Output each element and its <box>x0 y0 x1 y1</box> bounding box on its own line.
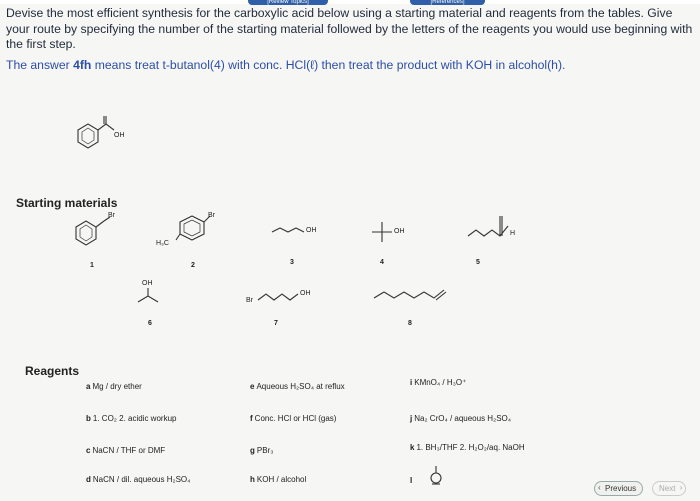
reagent-e: e Aqueous H₂SO₄ at reflux <box>250 382 345 391</box>
reagent-a: a Mg / dry ether <box>86 382 142 391</box>
atom-oh-6: OH <box>142 280 153 287</box>
reagent-c: c NaCN / THF or DMF <box>86 446 166 455</box>
reagent-d: d NaCN / dil. aqueous H₂SO₄ <box>86 475 191 484</box>
starting-material-4 <box>372 222 392 242</box>
target-oh-label: OH <box>114 132 125 139</box>
reagent-k: k 1. BH₃/THF 2. H₂O₂/aq. NaOH <box>410 443 525 452</box>
sm-number-2: 2 <box>191 262 195 269</box>
atom-oh-4: OH <box>394 228 405 235</box>
question-text: Devise the most efficient synthesis for the carboxylic acid below using a starting material and reagents from the tables. Give your route by specifying the number of the starting material followed by the letters of the reagents you would use beginning with the first step. <box>6 6 693 51</box>
review-topics-tab[interactable]: [Review Topics] <box>248 0 328 5</box>
starting-material-6 <box>138 288 158 302</box>
reagent-j: j Na₂ CrO₄ / aqueous H₂SO₄ <box>410 414 512 423</box>
atom-br-2: Br <box>208 212 215 219</box>
reagent-l-structure <box>431 466 441 484</box>
example-text: The answer 4fh means treat t-butanol(4) with conc. HCl(ℓ) then treat the product with KOH in alcohol(h). <box>6 58 566 72</box>
sm-number-7: 7 <box>274 320 278 327</box>
starting-material-8 <box>374 290 446 300</box>
starting-material-1 <box>76 217 110 245</box>
atom-h-5: H <box>510 230 516 237</box>
chevron-right-icon: › <box>679 483 683 492</box>
atom-oh-3: OH <box>306 227 317 234</box>
chevron-left-icon: ‹ <box>598 483 601 492</box>
target-molecule <box>78 116 114 148</box>
atom-br-1: Br <box>108 212 115 219</box>
sm-number-3: 3 <box>290 259 294 266</box>
reagents-title: Reagents <box>25 364 80 378</box>
starting-materials-title: Starting materials <box>16 196 118 210</box>
references-tab[interactable]: [References] <box>410 0 485 5</box>
sm-number-1: 1 <box>90 262 94 269</box>
sm-number-4: 4 <box>380 259 384 266</box>
starting-material-3 <box>272 228 304 232</box>
starting-material-2 <box>176 216 210 240</box>
previous-button[interactable]: ‹ Previous <box>594 481 643 496</box>
next-button[interactable]: Next › <box>652 481 686 496</box>
reagent-h: h KOH / alcohol <box>250 475 307 484</box>
atom-br-7: Br <box>246 297 253 304</box>
atom-oh-7: OH <box>300 290 311 297</box>
reagent-l: l <box>410 476 413 485</box>
sm-number-5: 5 <box>476 259 480 266</box>
reagent-g: g PBr₃ <box>250 446 274 455</box>
reagent-i: i KMnO₄ / H₃O⁺ <box>410 378 467 387</box>
sm-number-6: 6 <box>148 320 152 327</box>
reagent-f: f Conc. HCl or HCl (gas) <box>250 414 337 423</box>
sm-number-8: 8 <box>408 320 412 327</box>
starting-material-5 <box>468 216 508 236</box>
atom-h3c: H₃C <box>156 240 169 247</box>
reagent-b: b 1. CO₂ 2. acidic workup <box>86 414 177 423</box>
starting-material-7 <box>258 294 298 300</box>
